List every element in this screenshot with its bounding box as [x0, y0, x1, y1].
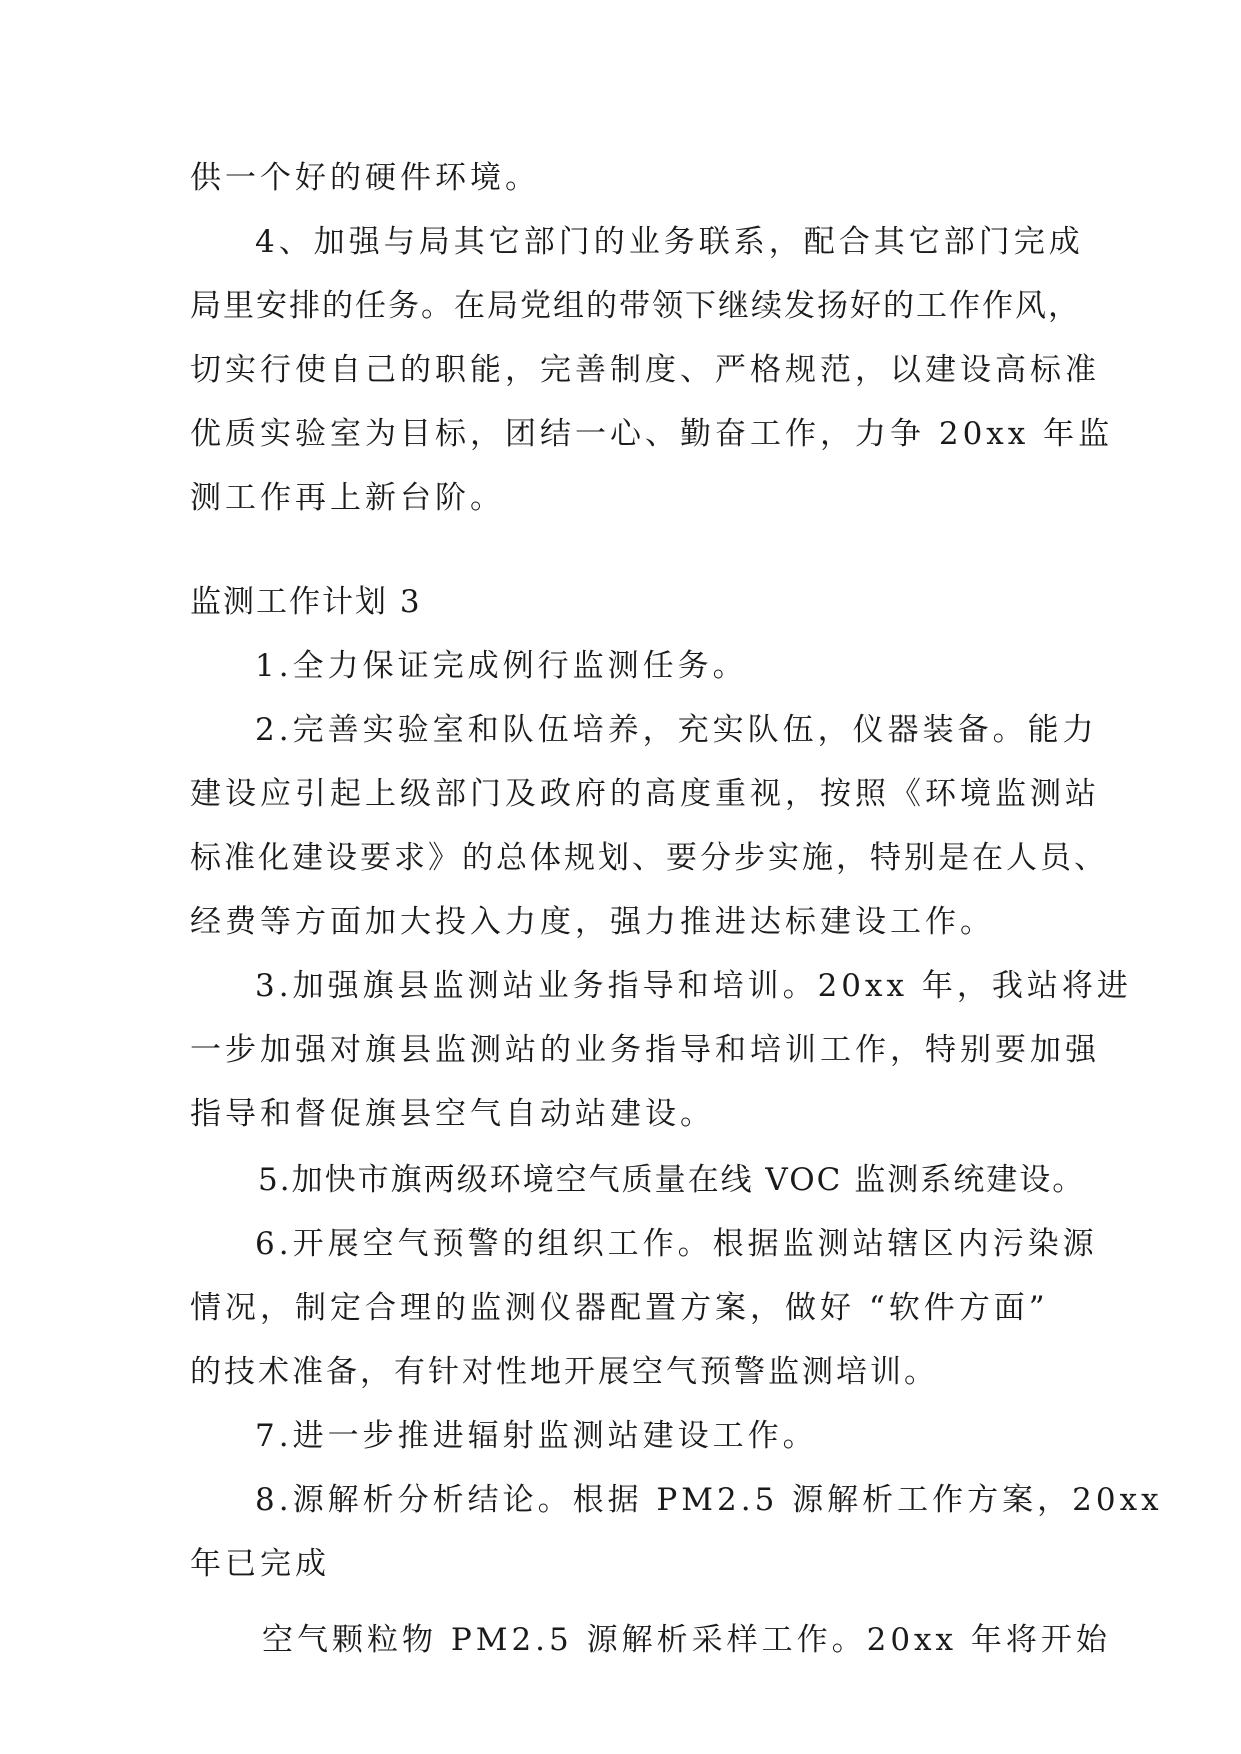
list-item: 6.开展空气预警的组织工作。根据监测站辖区内污染源 [255, 1226, 1098, 1262]
list-item-continuation: 一步加强对旗县监测站的业务指导和培训工作，特别要加强 [190, 1032, 1100, 1068]
list-item: 3.加强旗县监测站业务指导和培训。20xx 年，我站将进 [255, 968, 1132, 1004]
intro-line: 测工作再上新台阶。 [190, 480, 505, 516]
list-item: 8.源解析分析结论。根据 PM2.5 源解析工作方案，20xx [255, 1482, 1163, 1518]
section-title: 监测工作计划 3 [190, 584, 422, 620]
list-item: 7.进一步推进辐射监测站建设工作。 [255, 1418, 818, 1454]
intro-line: 切实行使自己的职能，完善制度、严格规范，以建设高标准 [190, 352, 1100, 388]
intro-line: 优质实验室为目标，团结一心、勤奋工作，力争 20xx 年监 [190, 416, 1114, 452]
intro-line: 4、加强与局其它部门的业务联系，配合其它部门完成 [255, 224, 1084, 260]
list-item-continuation: 标准化建设要求》的总体规划、要分步实施，特别是在人员、 [190, 840, 1108, 876]
list-item-continuation: 指导和督促旗县空气自动站建设。 [190, 1096, 715, 1132]
list-item: 1.全力保证完成例行监测任务。 [255, 648, 748, 684]
list-item-continuation: 的技术准备，有针对性地开展空气预警监测培训。 [190, 1354, 938, 1390]
list-item-continuation: 建设应引起上级部门及政府的高度重视，按照《环境监测站 [190, 776, 1100, 812]
list-item-continuation: 情况，制定合理的监测仪器配置方案，做好 “软件方面” [190, 1290, 1049, 1326]
list-item: 5.加快市旗两级环境空气质量在线 VOC 监测系统建设。 [258, 1162, 1086, 1198]
intro-line: 供一个好的硬件环境。 [190, 160, 540, 196]
list-item-continuation: 年已完成 [190, 1546, 330, 1582]
list-item: 2.完善实验室和队伍培养，充实队伍，仪器装备。能力 [255, 712, 1098, 748]
list-item-continuation: 经费等方面加大投入力度，强力推进达标建设工作。 [190, 904, 995, 940]
paragraph-line: 空气颗粒物 PM2.5 源解析采样工作。20xx 年将开始 [262, 1622, 1111, 1658]
intro-line: 局里安排的任务。在局党组的带领下继续发扬好的工作作风， [190, 288, 1081, 324]
